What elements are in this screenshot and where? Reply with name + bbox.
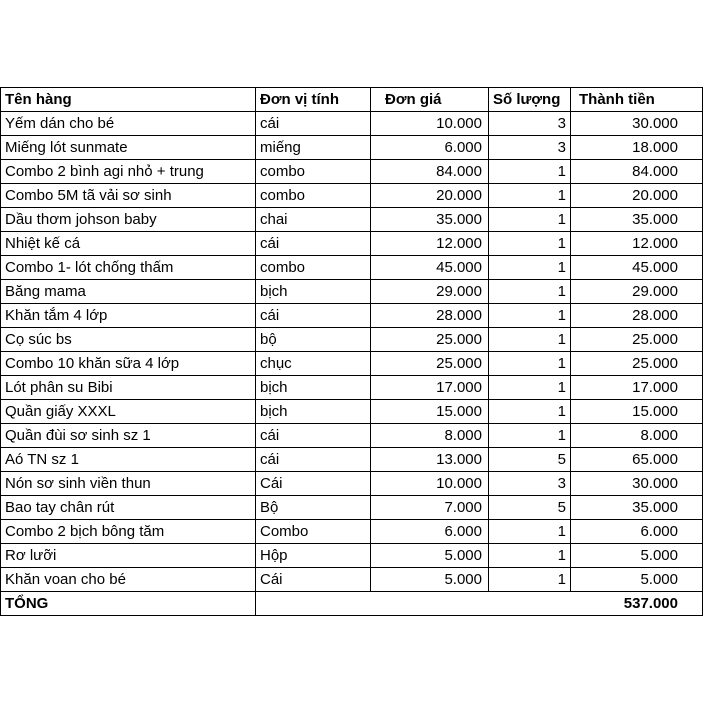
table-row	[1, 424, 703, 448]
cell-quantity: 1	[489, 424, 571, 448]
table-row	[1, 136, 703, 160]
cell-unit-price: 20.000	[371, 184, 489, 208]
cell-quantity: 3	[489, 472, 571, 496]
cell-unit: bộ	[256, 328, 371, 352]
cell-unit: Cái	[256, 472, 371, 496]
cell-unit-price: 28.000	[371, 304, 489, 328]
cell-quantity: 1	[489, 304, 571, 328]
table-row	[1, 568, 703, 592]
cell-quantity: 1	[489, 160, 571, 184]
cell-quantity: 1	[489, 352, 571, 376]
header-name: Tên hàng	[1, 88, 256, 112]
cell-item-name: Rơ lưỡi	[1, 544, 256, 568]
cell-unit: miếng	[256, 136, 371, 160]
table-row	[1, 160, 703, 184]
table-row	[1, 448, 703, 472]
table-row	[1, 496, 703, 520]
cell-unit: Combo	[256, 520, 371, 544]
header-total: Thành tiền	[571, 88, 703, 112]
header-qty: Số lượng	[489, 88, 571, 112]
cell-line-total: 5.000	[571, 568, 703, 592]
table-row	[1, 352, 703, 376]
cell-unit-price: 7.000	[371, 496, 489, 520]
cell-unit-price: 6.000	[371, 136, 489, 160]
cell-unit-price: 25.000	[371, 328, 489, 352]
cell-item-name: Bao tay chân rút	[1, 496, 256, 520]
cell-unit-price: 35.000	[371, 208, 489, 232]
header-price: Đơn giá	[371, 88, 489, 112]
cell-line-total: 30.000	[571, 472, 703, 496]
cell-unit: cái	[256, 448, 371, 472]
table-row	[1, 472, 703, 496]
cell-unit: chục	[256, 352, 371, 376]
cell-unit-price: 84.000	[371, 160, 489, 184]
cell-quantity: 1	[489, 184, 571, 208]
cell-unit: combo	[256, 184, 371, 208]
cell-unit: cái	[256, 424, 371, 448]
cell-line-total: 18.000	[571, 136, 703, 160]
cell-item-name: Quần giấy XXXL	[1, 400, 256, 424]
cell-unit: cái	[256, 232, 371, 256]
cell-item-name: Combo 2 bình agi nhỏ + trung	[1, 160, 256, 184]
cell-unit-price: 12.000	[371, 232, 489, 256]
cell-unit: bịch	[256, 376, 371, 400]
cell-line-total: 45.000	[571, 256, 703, 280]
cell-item-name: Combo 10 khăn sữa 4 lớp	[1, 352, 256, 376]
cell-quantity: 3	[489, 112, 571, 136]
cell-line-total: 30.000	[571, 112, 703, 136]
cell-unit-price: 5.000	[371, 544, 489, 568]
cell-line-total: 25.000	[571, 328, 703, 352]
cell-line-total: 17.000	[571, 376, 703, 400]
cell-item-name: Combo 2 bịch bông tăm	[1, 520, 256, 544]
order-table	[0, 87, 703, 616]
cell-quantity: 3	[489, 136, 571, 160]
table-row	[1, 400, 703, 424]
cell-line-total: 35.000	[571, 496, 703, 520]
table-row	[1, 184, 703, 208]
cell-quantity: 5	[489, 448, 571, 472]
cell-item-name: Yếm dán cho bé	[1, 112, 256, 136]
cell-line-total: 65.000	[571, 448, 703, 472]
cell-quantity: 1	[489, 280, 571, 304]
table-row	[1, 544, 703, 568]
cell-unit: Bộ	[256, 496, 371, 520]
cell-unit: bịch	[256, 280, 371, 304]
cell-unit-price: 15.000	[371, 400, 489, 424]
cell-item-name: Dầu thơm johson baby	[1, 208, 256, 232]
cell-quantity: 1	[489, 520, 571, 544]
cell-unit: bịch	[256, 400, 371, 424]
cell-unit: cái	[256, 112, 371, 136]
cell-line-total: 29.000	[571, 280, 703, 304]
cell-item-name: Nhiệt kế cá	[1, 232, 256, 256]
cell-quantity: 1	[489, 232, 571, 256]
cell-item-name: Aó TN sz 1	[1, 448, 256, 472]
cell-line-total: 35.000	[571, 208, 703, 232]
cell-quantity: 1	[489, 208, 571, 232]
cell-unit-price: 17.000	[371, 376, 489, 400]
cell-unit: Hộp	[256, 544, 371, 568]
cell-unit-price: 5.000	[371, 568, 489, 592]
table-row	[1, 280, 703, 304]
cell-line-total: 15.000	[571, 400, 703, 424]
cell-line-total: 84.000	[571, 160, 703, 184]
cell-quantity: 1	[489, 328, 571, 352]
cell-line-total: 8.000	[571, 424, 703, 448]
cell-unit-price: 8.000	[371, 424, 489, 448]
total-label: TỔNG	[1, 592, 256, 616]
cell-item-name: Băng mama	[1, 280, 256, 304]
cell-item-name: Nón sơ sinh viền thun	[1, 472, 256, 496]
cell-quantity: 1	[489, 544, 571, 568]
cell-quantity: 1	[489, 256, 571, 280]
cell-item-name: Khăn voan cho bé	[1, 568, 256, 592]
table-row	[1, 304, 703, 328]
cell-unit-price: 10.000	[371, 112, 489, 136]
cell-unit: cái	[256, 304, 371, 328]
table-row	[1, 112, 703, 136]
cell-unit-price: 29.000	[371, 280, 489, 304]
cell-unit-price: 6.000	[371, 520, 489, 544]
cell-unit: Cái	[256, 568, 371, 592]
cell-quantity: 1	[489, 400, 571, 424]
cell-line-total: 12.000	[571, 232, 703, 256]
table-body	[1, 112, 703, 616]
cell-line-total: 28.000	[571, 304, 703, 328]
cell-item-name: Khăn tắm 4 lớp	[1, 304, 256, 328]
header-unit: Đơn vị tính	[256, 88, 371, 112]
cell-unit-price: 10.000	[371, 472, 489, 496]
header-row	[1, 88, 703, 112]
cell-item-name: Combo 5M tã vải sơ sinh	[1, 184, 256, 208]
cell-item-name: Lót phân su Bibi	[1, 376, 256, 400]
cell-line-total: 5.000	[571, 544, 703, 568]
table-row	[1, 232, 703, 256]
table-row	[1, 376, 703, 400]
table-row	[1, 520, 703, 544]
cell-line-total: 6.000	[571, 520, 703, 544]
grand-total-value: 537.000	[256, 592, 703, 616]
table-row	[1, 256, 703, 280]
cell-line-total: 20.000	[571, 184, 703, 208]
cell-item-name: Combo 1- lót chống thấm	[1, 256, 256, 280]
cell-line-total: 25.000	[571, 352, 703, 376]
cell-unit: combo	[256, 256, 371, 280]
cell-unit: chai	[256, 208, 371, 232]
cell-unit-price: 45.000	[371, 256, 489, 280]
cell-unit-price: 25.000	[371, 352, 489, 376]
cell-item-name: Cọ súc bs	[1, 328, 256, 352]
table-row	[1, 328, 703, 352]
cell-item-name: Quần đùi sơ sinh sz 1	[1, 424, 256, 448]
cell-unit: combo	[256, 160, 371, 184]
cell-quantity: 1	[489, 376, 571, 400]
table-row	[1, 208, 703, 232]
cell-quantity: 1	[489, 568, 571, 592]
cell-item-name: Miếng lót sunmate	[1, 136, 256, 160]
cell-quantity: 5	[489, 496, 571, 520]
cell-unit-price: 13.000	[371, 448, 489, 472]
total-row	[1, 592, 703, 616]
